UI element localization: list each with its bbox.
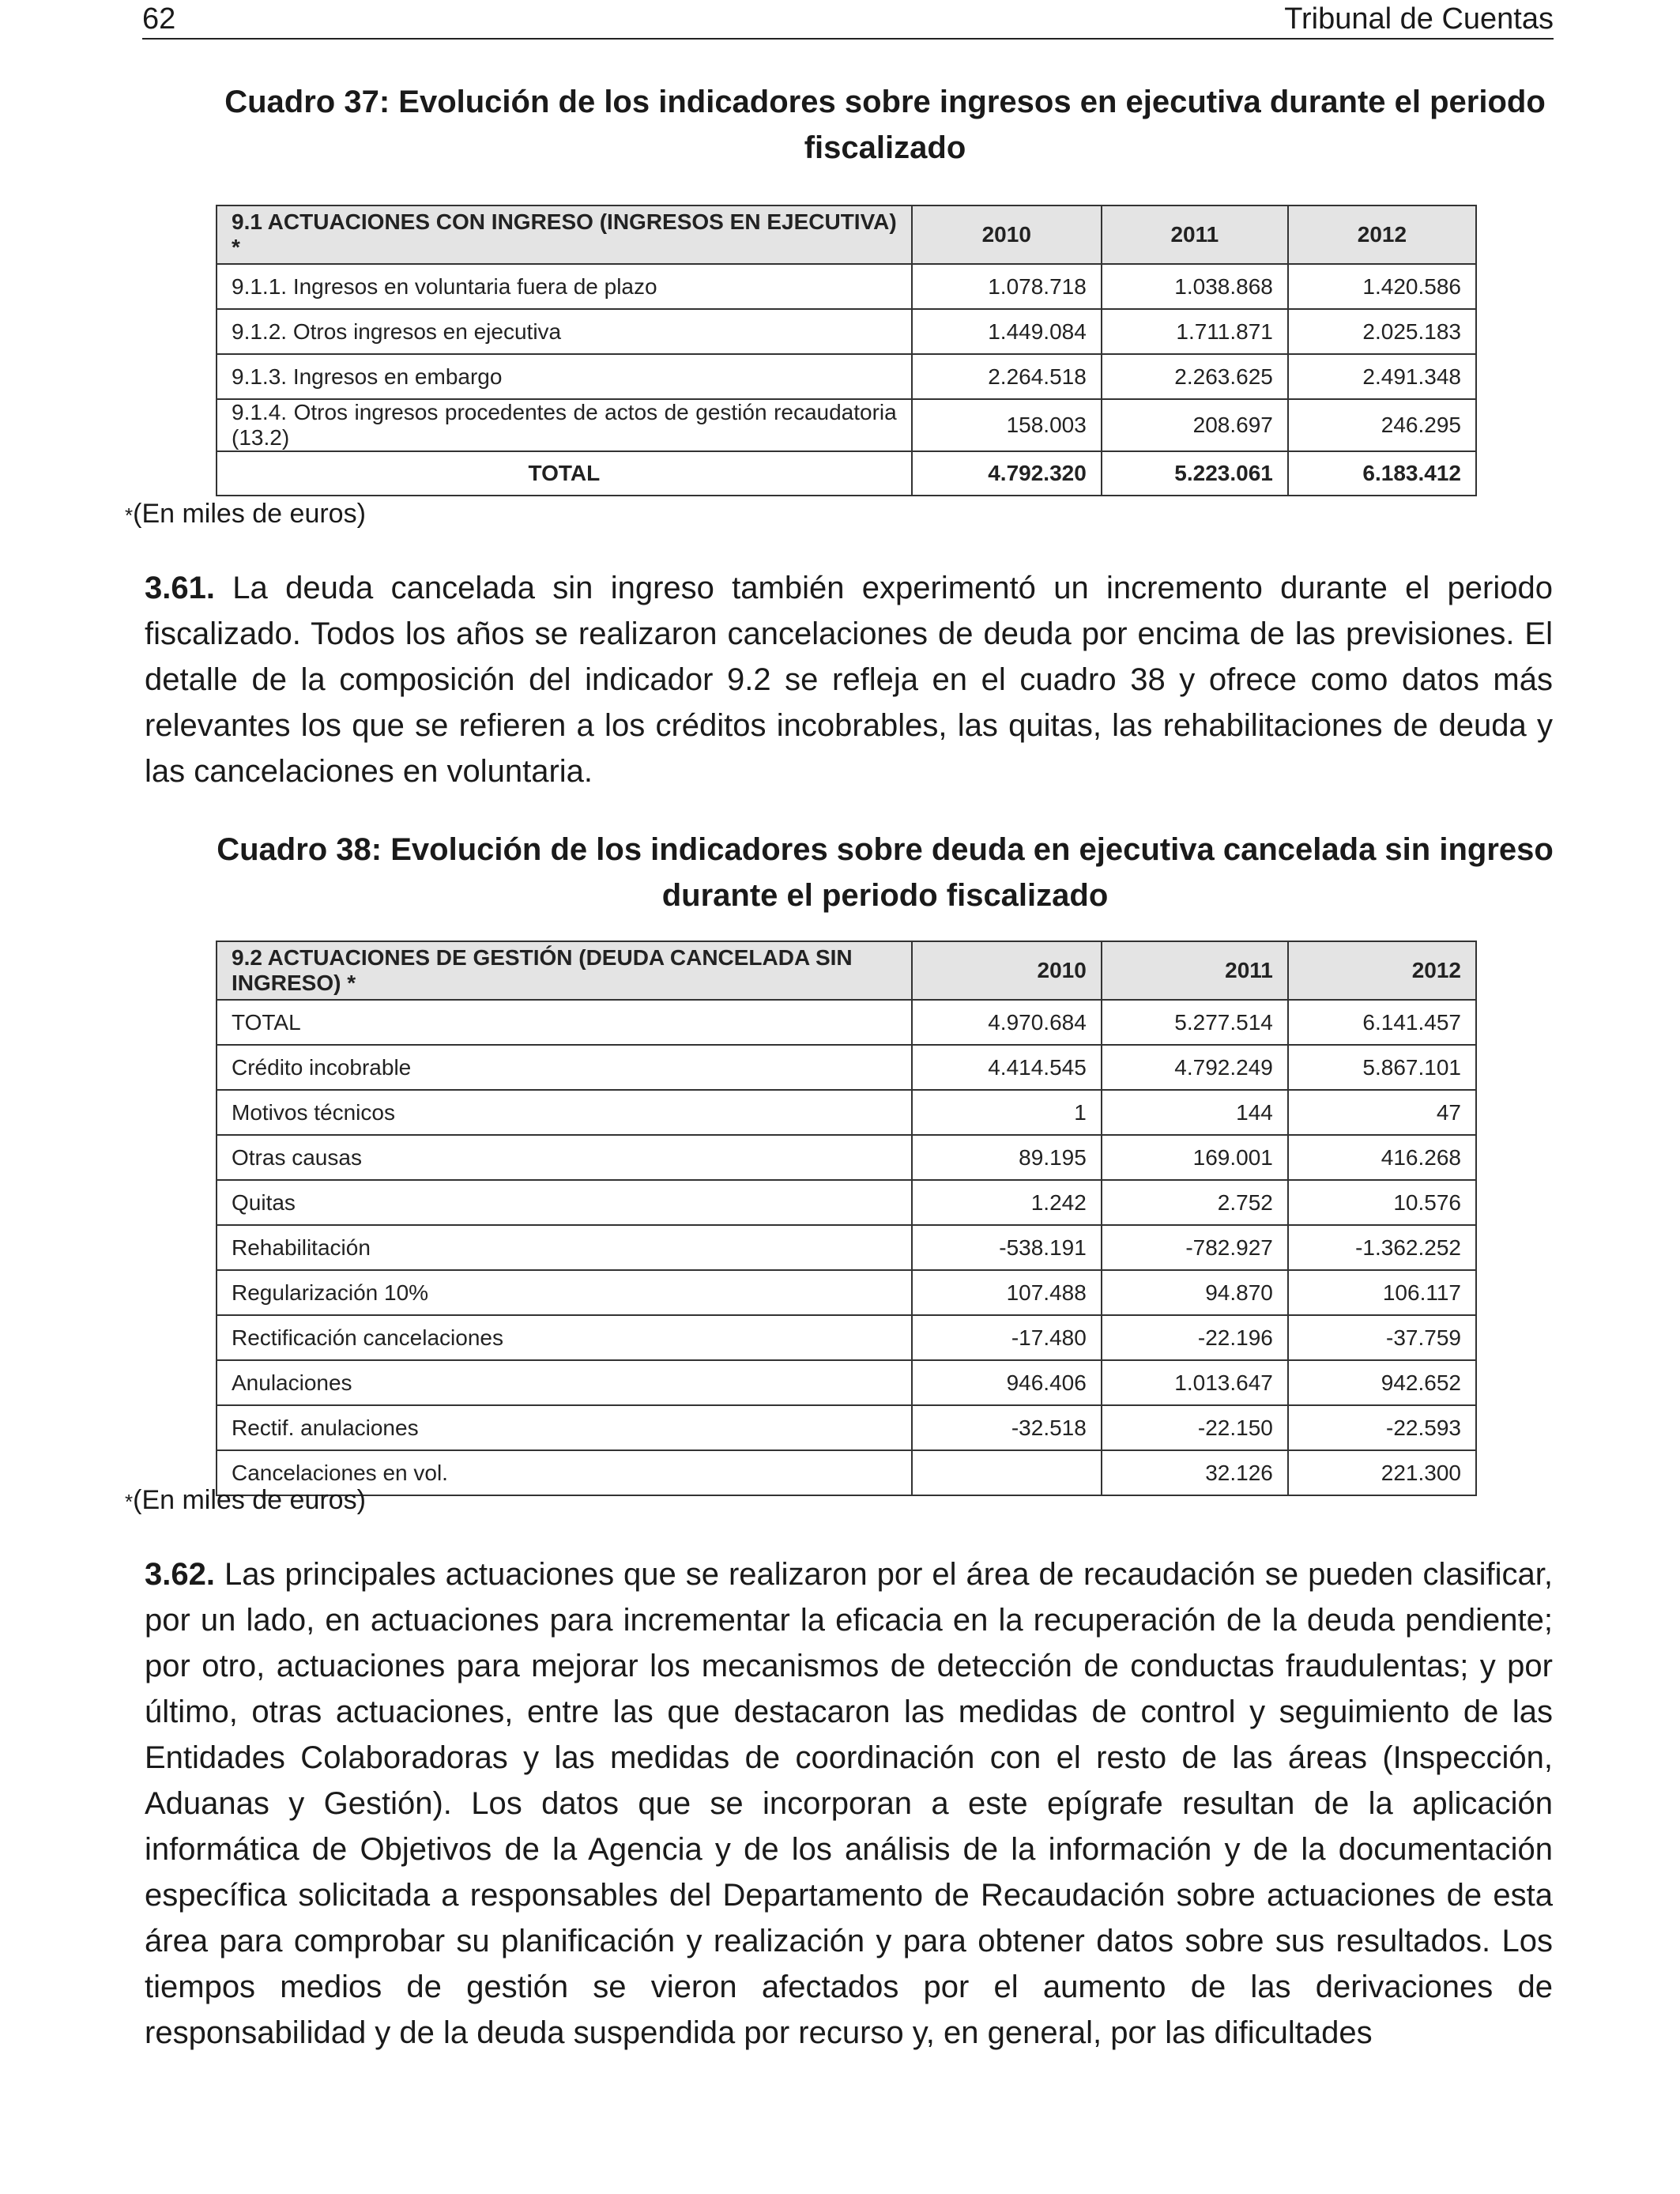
table-row (217, 309, 1476, 354)
cell-value: 2.491.348 (1288, 354, 1476, 399)
total-label: TOTAL (217, 451, 912, 496)
cell-value: -1.362.252 (1288, 1225, 1476, 1270)
row-label: Otras causas (217, 1135, 912, 1180)
table-38-caption: Cuadro 38: Evolución de los indicadores sobre deuda en ejecutiva cancelada sin ingreso durante el periodo fiscalizado (217, 832, 1554, 913)
table-header-row (217, 205, 1476, 264)
table-row (217, 1090, 1476, 1135)
column-header-year: 2012 (1288, 205, 1476, 264)
row-label: Rectificación cancelaciones (217, 1315, 912, 1360)
cell-value: -32.518 (912, 1405, 1102, 1450)
table-row (217, 1450, 1476, 1495)
cell-value: -37.759 (1288, 1315, 1476, 1360)
cell-value: 32.126 (1102, 1450, 1288, 1495)
table-37 (216, 205, 1477, 496)
table-row (217, 1270, 1476, 1315)
cell-value: -22.196 (1102, 1315, 1288, 1360)
column-header-indicator: 9.1 ACTUACIONES CON INGRESO (INGRESOS EN EJECUTIVA) * (217, 205, 912, 264)
paragraph-text: La deuda cancelada sin ingreso también experimentó un incremento durante el periodo fiscalizado. Todos los años se realizaron cancelaciones de deuda por encima de las previsiones. El detalle de la composición del indicador 9.2 se refleja en el cuadro 38 y ofrece como datos más relevantes los que se refieren a los créditos incobrables, las quitas, las rehabilitaciones de deuda y las cancelaciones en voluntaria. (145, 571, 1553, 789)
cell-value: 169.001 (1102, 1135, 1288, 1180)
paragraph-text: Las principales actuaciones que se realizaron por el área de recaudación se pueden clasificar, por un lado, en actuaciones para incrementar la eficacia en la recuperación de la deuda pendiente; por otro, actuaciones para mejorar los mecanismos de detección de conductas fraudulentas; y por último, otras actuaciones, entre las que destacaron las medidas de control y seguimiento de las Entidades Colaboradoras y las medidas de coordinación con el resto de las áreas (Inspección, Aduanas y Gestión). Los datos que se incorporan a este epígrafe resultan de la aplicación informática de Objetivos de la Agencia y de los análisis de la información y de la documentación específica solicitada a responsables del Departamento de Recaudación sobre actuaciones de esta área para comprobar su planificación y realización y para obtener datos sobre sus resultados. Los tiempos medios de gestión se vieron afectados por el aumento de las derivaciones de responsabilidad y de la deuda suspendida por recurso y, en general, por las dificultades (145, 1557, 1554, 2050)
table-row (217, 1180, 1476, 1225)
row-label: Cancelaciones en vol. (217, 1450, 912, 1495)
footnote-marker: * (125, 503, 134, 527)
table-row (217, 1045, 1476, 1090)
cell-value: 5.867.101 (1288, 1045, 1476, 1090)
table-38 (216, 941, 1477, 1496)
cell-value: -22.593 (1288, 1405, 1476, 1450)
cell-value: 158.003 (912, 399, 1102, 451)
column-header-year: 2011 (1102, 205, 1288, 264)
table-row (217, 399, 1476, 451)
table-38-footnote (125, 1484, 366, 1517)
cell-value: 221.300 (1288, 1450, 1476, 1495)
column-header-indicator: 9.2 ACTUACIONES DE GESTIÓN (DEUDA CANCELADA SIN INGRESO) * (217, 941, 912, 1000)
cell-value: 5.277.514 (1102, 1000, 1288, 1045)
paragraph-3-62 (145, 1551, 1553, 2056)
column-header-year: 2012 (1288, 941, 1476, 1000)
row-label: Regularización 10% (217, 1270, 912, 1315)
cell-value: 4.970.684 (912, 1000, 1102, 1045)
row-label: TOTAL (217, 1000, 912, 1045)
cell-value: 1.711.871 (1102, 309, 1288, 354)
total-value: 5.223.061 (1102, 451, 1288, 496)
table-row (217, 1000, 1476, 1045)
table-row (217, 264, 1476, 309)
column-header-year: 2010 (912, 941, 1102, 1000)
total-value: 6.183.412 (1288, 451, 1476, 496)
cell-value: 1 (912, 1090, 1102, 1135)
cell-value: 416.268 (1288, 1135, 1476, 1180)
paragraph-number: 3.61. (145, 571, 215, 605)
cell-value: 4.792.249 (1102, 1045, 1288, 1090)
table-row (217, 1315, 1476, 1360)
cell-value: -782.927 (1102, 1225, 1288, 1270)
table-row (217, 354, 1476, 399)
cell-value: 2.263.625 (1102, 354, 1288, 399)
paragraph-number: 3.62. (145, 1557, 215, 1592)
cell-value: -17.480 (912, 1315, 1102, 1360)
cell-value: 10.576 (1288, 1180, 1476, 1225)
column-header-year: 2011 (1102, 941, 1288, 1000)
cell-value: 94.870 (1102, 1270, 1288, 1315)
footnote-text: (En miles de euros) (133, 1485, 366, 1515)
column-header-year: 2010 (912, 205, 1102, 264)
cell-value: 107.488 (912, 1270, 1102, 1315)
cell-value: 946.406 (912, 1360, 1102, 1405)
footnote-marker: * (125, 1490, 134, 1514)
cell-value: 246.295 (1288, 399, 1476, 451)
row-label: 9.1.2. Otros ingresos en ejecutiva (217, 309, 912, 354)
cell-value: 1.038.868 (1102, 264, 1288, 309)
cell-value: -22.150 (1102, 1405, 1288, 1450)
row-label: 9.1.3. Ingresos en embargo (217, 354, 912, 399)
publisher-name: Tribunal de Cuentas (1284, 2, 1554, 36)
total-value: 4.792.320 (912, 451, 1102, 496)
table-row (217, 1405, 1476, 1450)
cell-value: 208.697 (1102, 399, 1288, 451)
cell-value: 1.242 (912, 1180, 1102, 1225)
row-label: Crédito incobrable (217, 1045, 912, 1090)
cell-value: 1.078.718 (912, 264, 1102, 309)
table-row (217, 1225, 1476, 1270)
cell-value: 1.449.084 (912, 309, 1102, 354)
row-label: Rectif. anulaciones (217, 1405, 912, 1450)
table-total-row (217, 451, 1476, 496)
page-header (142, 0, 1554, 40)
table-row (217, 1360, 1476, 1405)
cell-value: 1.013.647 (1102, 1360, 1288, 1405)
row-label: Rehabilitación (217, 1225, 912, 1270)
cell-value: 144 (1102, 1090, 1288, 1135)
row-label: Anulaciones (217, 1360, 912, 1405)
cell-value: 2.752 (1102, 1180, 1288, 1225)
paragraph-3-61 (145, 565, 1553, 794)
page-number: 62 (142, 2, 176, 36)
cell-value: 106.117 (1288, 1270, 1476, 1315)
table-37-footnote (125, 498, 366, 531)
footnote-text: (En miles de euros) (133, 499, 366, 529)
cell-value: 4.414.545 (912, 1045, 1102, 1090)
row-label: Quitas (217, 1180, 912, 1225)
cell-value: 2.264.518 (912, 354, 1102, 399)
row-label: 9.1.1. Ingresos en voluntaria fuera de plazo (217, 264, 912, 309)
cell-value: 1.420.586 (1288, 264, 1476, 309)
table-header-row (217, 941, 1476, 1000)
table-row (217, 1135, 1476, 1180)
cell-value: 2.025.183 (1288, 309, 1476, 354)
row-label: 9.1.4. Otros ingresos procedentes de actos de gestión recaudatoria (13.2) (217, 399, 912, 451)
cell-value: 942.652 (1288, 1360, 1476, 1405)
cell-value (912, 1450, 1102, 1495)
cell-value: 89.195 (912, 1135, 1102, 1180)
cell-value: 6.141.457 (1288, 1000, 1476, 1045)
row-label: Motivos técnicos (217, 1090, 912, 1135)
cell-value: -538.191 (912, 1225, 1102, 1270)
table-37-caption: Cuadro 37: Evolución de los indicadores sobre ingresos en ejecutiva durante el periodo fiscalizado (224, 85, 1546, 165)
cell-value: 47 (1288, 1090, 1476, 1135)
